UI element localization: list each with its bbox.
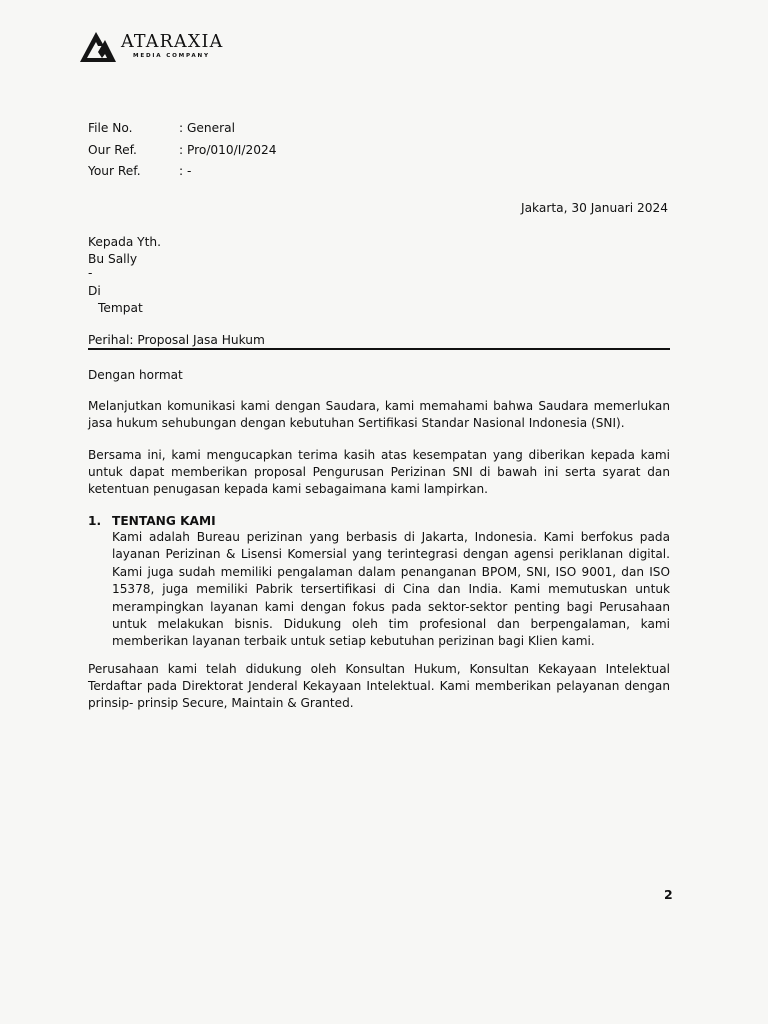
section-number: 1. <box>88 514 102 528</box>
section-body: Kami adalah Bureau perizinan yang berbasis di Jakarta, Indonesia. Kami berfokus pada layanan Perizinan & Lisensi Komersial yang terintegrasi dengan agensi periklanan digital. Kami juga sudah memiliki pengalaman dalam penanganan BPOM, SNI, ISO 9001, dan ISO 15378, juga memiliki Pabrik tersertifikasi di Cina dan India. Kami memutuskan untuk merampingkan layanan kami dengan fokus pada sektor-sektor penting bagi Perusahaan untuk melakukan bisnis. Didukung oleh tim profesional dan berpengalaman, kami memberikan layanan terbaik untuk setiap kebutuhan perizinan bagi Klien kami. <box>112 530 670 649</box>
page-number: 2 <box>664 887 673 902</box>
recipient-dash: - <box>88 266 93 280</box>
greeting: Dengan hormat <box>88 368 183 382</box>
letter-subject: Perihal: Proposal Jasa Hukum <box>88 333 265 347</box>
ref-label: Our Ref. <box>88 143 137 157</box>
ref-row-file-no <box>88 121 235 136</box>
ref-value: : - <box>179 164 192 178</box>
recipient-place: Tempat <box>98 301 143 315</box>
ref-row-our-ref <box>88 143 277 158</box>
ref-label: File No. <box>88 121 133 135</box>
paragraph-thanks: Bersama ini, kami mengucapkan terima kasih atas kesempatan yang diberikan kepada kami untuk dapat memberikan proposal Pengurusan Perizinan SNI di bawah ini serta syarat dan ketentuan penugasan kepada kami sebagaimana kami lampirkan. <box>88 448 670 497</box>
paragraph-closing: Perusahaan kami telah didukung oleh Konsultan Hukum, Konsultan Kekayaan Intelektual Terdaftar pada Direktorat Jenderal Kekayaan Intelektual. Kami memberikan pelayanan dengan prinsip- prinsip Secure, Maintain & Granted. <box>88 662 670 711</box>
ref-value: : General <box>179 121 236 135</box>
recipient-salutation: Kepada Yth. <box>88 235 161 249</box>
recipient-name: Bu Sally <box>88 252 138 266</box>
ref-label: Your Ref. <box>88 164 141 178</box>
paragraph-intro: Melanjutkan komunikasi kami dengan Saudara, kami memahami bahwa Saudara memerlukan jasa hukum sehubungan dengan kebutuhan Sertifikasi Standar Nasional Indonesia (SNI). <box>88 399 670 431</box>
ref-row-your-ref <box>88 164 191 179</box>
letter-date: Jakarta, 30 Januari 2024 <box>520 201 668 215</box>
section-title: TENTANG KAMI <box>112 514 216 528</box>
logo-subtitle: MEDIA COMPANY <box>133 53 210 59</box>
ref-value: : Pro/010/I/2024 <box>179 143 277 157</box>
logo-name: ATARAXIA <box>121 32 224 52</box>
recipient-di: Di <box>88 284 101 298</box>
triangle-logo-icon <box>78 28 118 64</box>
subject-divider <box>88 348 670 350</box>
